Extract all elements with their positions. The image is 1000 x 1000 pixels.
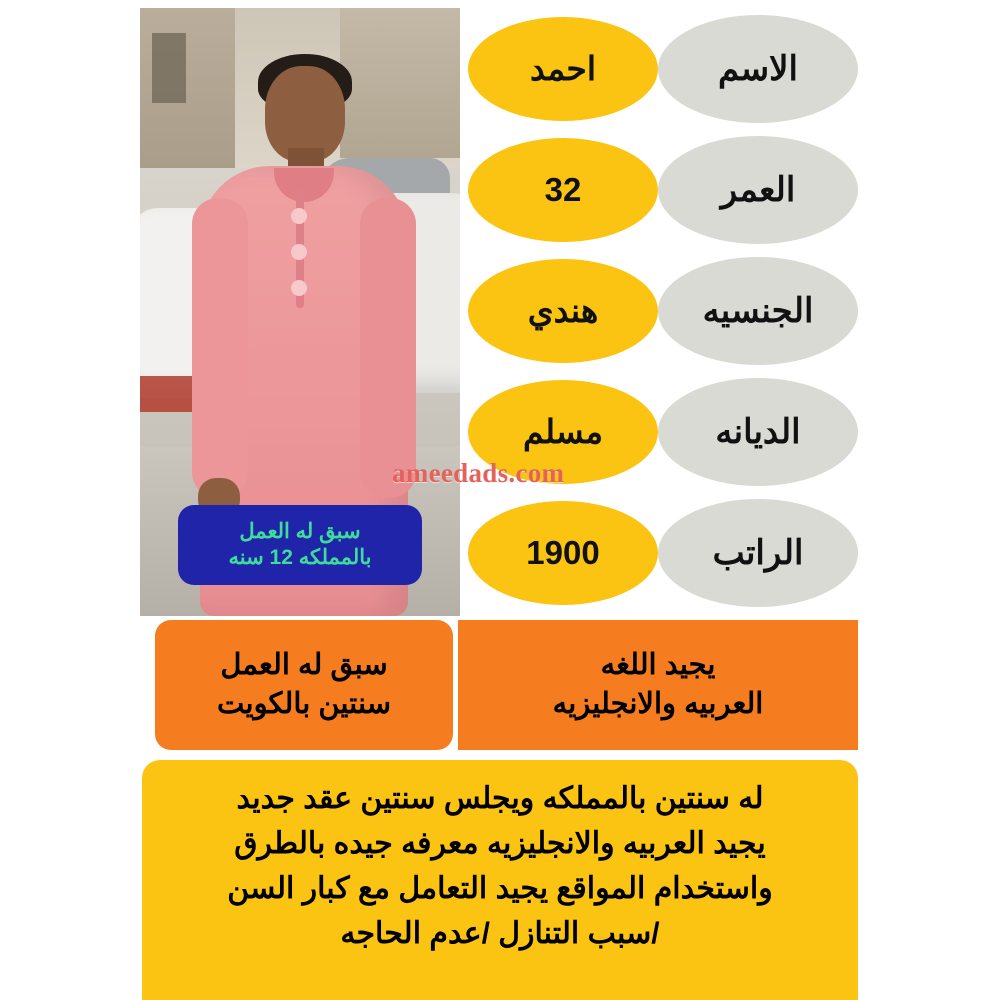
info-table	[460, 8, 858, 616]
experience-kuwait-line-1: سبق له العمل	[220, 648, 388, 681]
person-button-3	[291, 280, 307, 296]
person-button-1	[291, 208, 307, 224]
languages-line-1: يجيد اللغه	[600, 648, 716, 681]
info-value-nationality: هندي	[468, 259, 658, 363]
notes-line-2: يجيد العربيه والانجليزيه معرفه جيده بالطرق	[234, 827, 766, 860]
notes-line-4: /سبب التنازل /عدم الحاجه	[340, 917, 660, 950]
experience-badge-line-1: سبق له العمل	[239, 519, 361, 543]
experience-kuwait-line-2: سنتين بالكويت	[217, 688, 391, 720]
left-margin	[0, 0, 140, 1000]
info-label-age: العمر	[658, 136, 858, 244]
person-arm-right	[360, 198, 416, 498]
right-margin	[860, 0, 1000, 1000]
experience-kuwait-banner	[155, 620, 453, 750]
person-arm-left	[192, 198, 248, 498]
info-label-name: الاسم	[658, 15, 858, 123]
languages-line-2: العربيه والانجليزيه	[552, 688, 764, 720]
experience-badge-line-2: بالمملكه 12 سنه	[228, 546, 372, 569]
notes-panel	[142, 760, 858, 1000]
info-label-nationality: الجنسيه	[658, 257, 858, 365]
info-row-nationality	[460, 250, 858, 371]
info-row-age	[460, 129, 858, 250]
info-value-name: احمد	[468, 17, 658, 121]
info-value-religion: مسلم	[468, 380, 658, 484]
experience-badge-saudi	[178, 505, 422, 585]
info-value-age: 32	[468, 138, 658, 242]
info-value-salary: 1900	[468, 501, 658, 605]
notes-line-3: واستخدام المواقع يجيد التعامل مع كبار السن	[227, 872, 773, 905]
info-label-salary: الراتب	[658, 499, 858, 607]
info-row-salary	[460, 492, 858, 613]
watermark: ameedads.com	[392, 458, 565, 488]
languages-banner	[458, 620, 858, 750]
info-row-name	[460, 8, 858, 129]
info-label-religion: الديانه	[658, 378, 858, 486]
notes-line-1: له سنتين بالمملكه ويجلس سنتين عقد جديد	[236, 782, 764, 815]
person-button-2	[291, 244, 307, 260]
